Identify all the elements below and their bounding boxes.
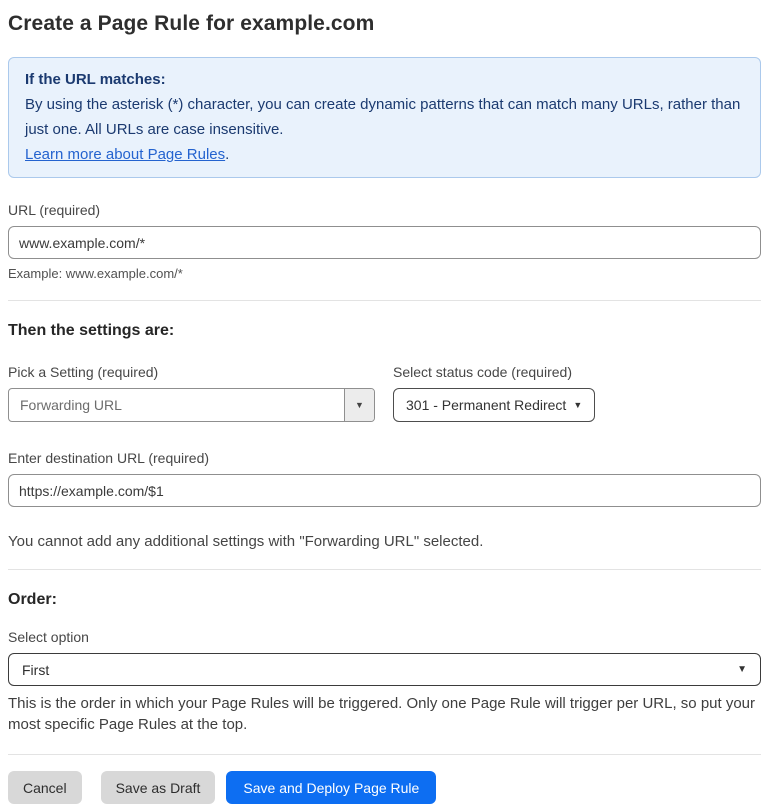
pick-setting-field	[8, 364, 375, 422]
url-matches-info-box	[8, 57, 761, 178]
pick-setting-label: Pick a Setting (required)	[8, 364, 159, 380]
url-input[interactable]	[8, 226, 761, 259]
status-code-select-value: 301 - Permanent Redirect	[406, 397, 567, 413]
info-box-link-line	[25, 142, 744, 167]
chevron-down-icon: ▼	[737, 663, 747, 675]
info-box-heading: If the URL matches:	[25, 71, 166, 88]
cancel-button[interactable]: Cancel	[8, 771, 82, 804]
setting-select[interactable]	[8, 388, 375, 422]
destination-url-label: Enter destination URL (required)	[8, 450, 210, 466]
divider	[8, 300, 761, 301]
page-title: Create a Page Rule for example.com	[8, 12, 375, 35]
divider	[8, 754, 761, 755]
chevron-down-icon: ▼	[573, 399, 583, 410]
forwarding-url-note: You cannot add any additional settings with "Forwarding URL" selected.	[8, 533, 484, 550]
order-select-label: Select option	[8, 629, 89, 645]
link-suffix: .	[225, 146, 230, 163]
learn-more-link[interactable]: Learn more about Page Rules	[25, 146, 226, 163]
order-select[interactable]	[8, 653, 761, 686]
setting-select-arrow-button[interactable]	[344, 389, 374, 421]
order-helper-text: This is the order in which your Page Rules will be triggered. Only one Page Rule will trigger per URL, so put your most specific Page Rules at the top.	[8, 695, 756, 733]
status-code-field	[393, 364, 595, 422]
destination-url-input[interactable]	[8, 474, 761, 507]
url-example-helper: Example: www.example.com/*	[8, 266, 183, 281]
setting-select-value: Forwarding URL	[20, 397, 122, 413]
chevron-down-icon: ▼	[355, 399, 364, 410]
actions-row	[8, 771, 761, 804]
status-code-select[interactable]	[393, 388, 595, 422]
settings-section-heading: Then the settings are:	[8, 322, 175, 339]
save-and-deploy-button[interactable]: Save and Deploy Page Rule	[226, 771, 436, 804]
settings-row	[8, 364, 761, 422]
info-box-body: By using the asterisk (*) character, you can create dynamic patterns that can match many URLs, rather than just one. All URLs are case insensitive.	[25, 96, 741, 138]
save-as-draft-button[interactable]: Save as Draft	[101, 771, 216, 804]
order-section-heading: Order:	[8, 591, 57, 608]
url-field-label: URL (required)	[8, 202, 101, 218]
order-select-value: First	[22, 661, 50, 678]
divider	[8, 569, 761, 570]
status-code-label: Select status code (required)	[393, 364, 572, 380]
